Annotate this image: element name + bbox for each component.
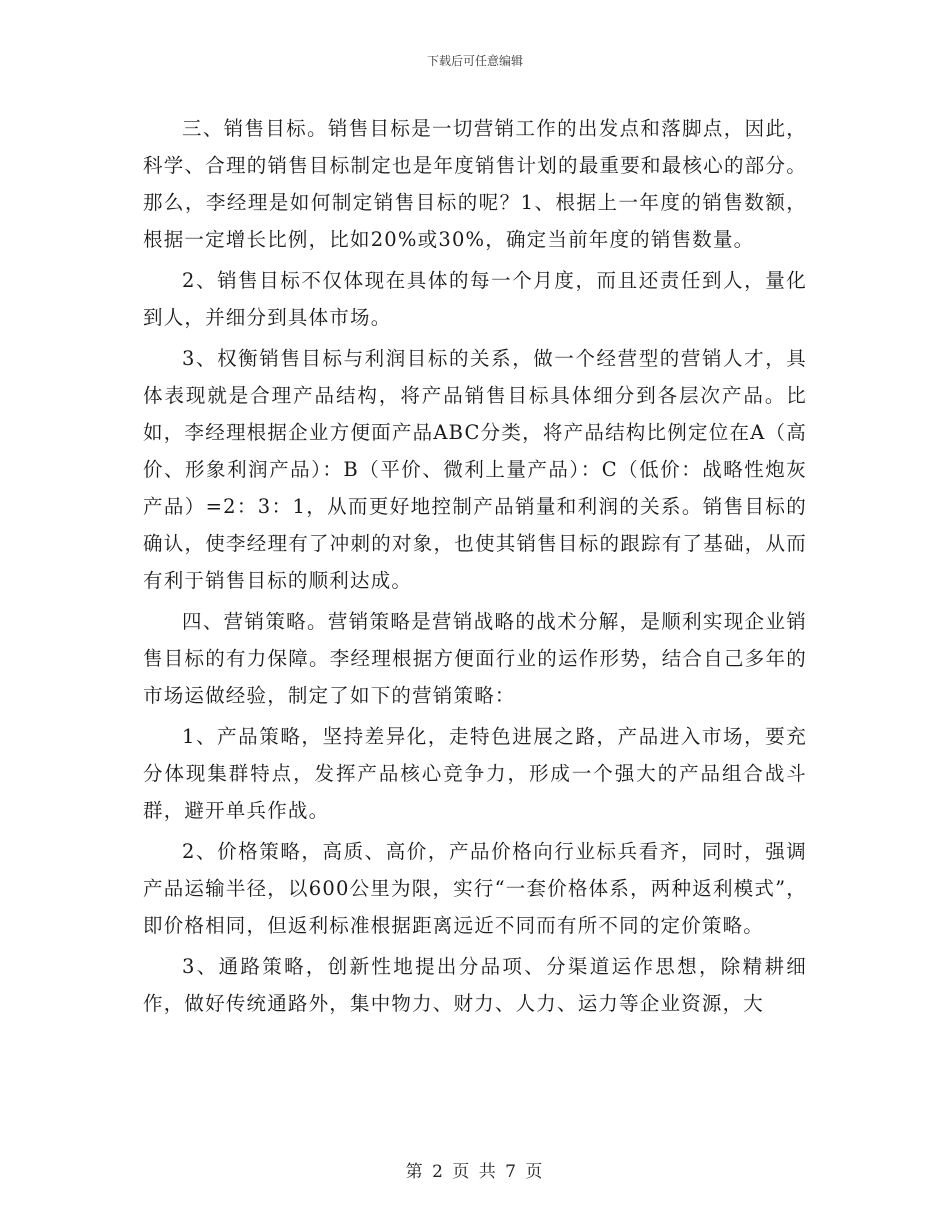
paragraph-target-3: 3、权衡销售目标与利润目标的关系，做一个经营型的营销人才，具体表现就是合理产品结构，将产品销售目标具体细分到各层次产品。比如，李经理根据企业方便面产品ABC分类，将产品结构比例定位在A（高价、形象利润产品）：B（平价、微利上量产品）：C（低价：战略性炮灰产品）=2：3：1，从而更好地控制产品销量和利润的关系。销售目标的确认，使李经理有了冲刺的对象，也使其销售目标的跟踪有了基础，从而有利于销售目标的顺利达成。 (143, 347, 807, 592)
page-header: 下载后可任意编辑 (426, 54, 523, 68)
paragraph-product-strategy: 1、产品策略，坚持差异化，走特色进展之路，产品进入市场，要充分体现集群特点，发挥产品核心竞争力，形成一个强大的产品组合战斗群，避开单兵作战。 (143, 725, 807, 822)
paragraph-channel-strategy: 3、通路策略，创新性地提出分品项、分渠道运作思想，除精耕细作，做好传统通路外，集中物力、财力、人力、运力等企业资源，大 (143, 955, 807, 1015)
paragraph-target-2: 2、销售目标不仅体现在具体的每一个月度，而且还责任到人，量化到人，并细分到具体市场。 (143, 269, 807, 329)
paragraph-marketing-strategy: 四、营销策略。营销策略是营销战略的战术分解，是顺利实现企业销售目标的有力保障。李经理根据方便面行业的运作形势，结合自己多年的市场运做经验，制定了如下的营销策略： (143, 610, 807, 707)
paragraph-sales-target: 三、销售目标。销售目标是一切营销工作的出发点和落脚点，因此，科学、合理的销售目标制定也是年度销售计划的最重要和最核心的部分。那么，李经理是如何制定销售目标的呢？1、根据上一年度的销售数额，根据一定增长比例，比如20%或30%，确定当前年度的销售数量。 (143, 117, 807, 251)
body-text (143, 110, 807, 1026)
page-footer: 第 2 页 共 7 页 (405, 1162, 545, 1182)
paragraph-price-strategy: 2、价格策略，高质、高价，产品价格向行业标兵看齐，同时，强调产品运输半径，以600公里为限，实行“一套价格体系，两种返利模式”，即价格相同，但返利标准根据距离远近不同而有所不同的定价策略。 (143, 840, 807, 937)
